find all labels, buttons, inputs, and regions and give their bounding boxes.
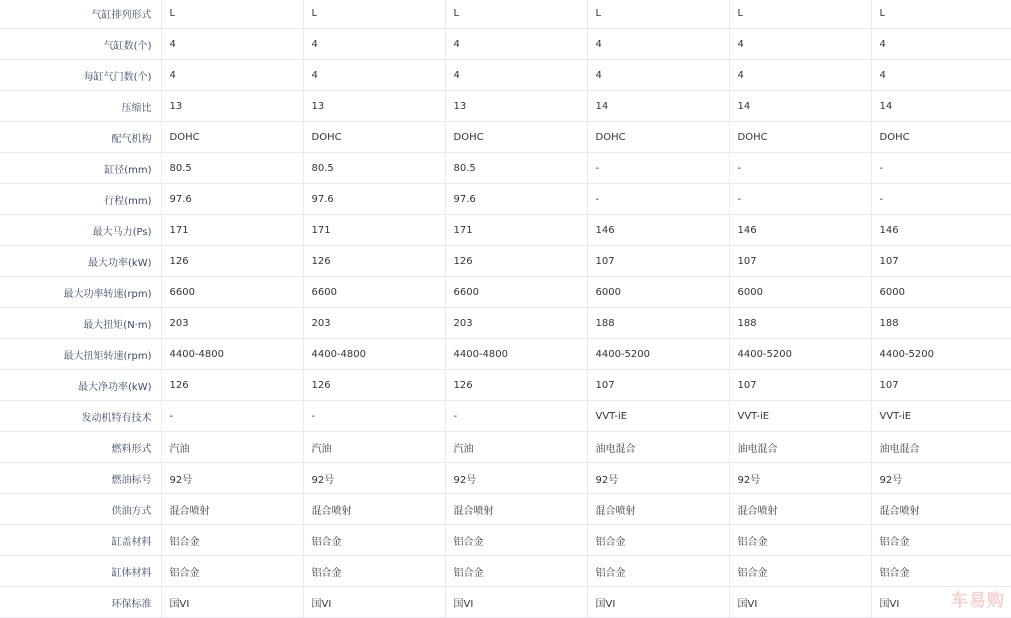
spec-value: 铝合金	[303, 556, 445, 587]
spec-value: 92号	[729, 463, 871, 494]
spec-label: 供油方式	[0, 494, 161, 525]
spec-value: 汽油	[445, 432, 587, 463]
spec-value: 80.5	[161, 153, 303, 184]
spec-value: 171	[445, 215, 587, 246]
spec-value: 4	[161, 29, 303, 60]
spec-value: 188	[587, 308, 729, 339]
spec-label: 每缸气门数(个)	[0, 60, 161, 91]
spec-value: 铝合金	[871, 556, 1011, 587]
spec-value: 铝合金	[303, 525, 445, 556]
spec-value: 4	[445, 29, 587, 60]
spec-value: 国VI	[871, 587, 1011, 618]
spec-label: 最大扭矩转速(rpm)	[0, 339, 161, 370]
spec-value: 混合喷射	[445, 494, 587, 525]
spec-value: -	[445, 401, 587, 432]
spec-value: 4400-4800	[303, 339, 445, 370]
spec-label: 气缸数(个)	[0, 29, 161, 60]
spec-value: 混合喷射	[871, 494, 1011, 525]
spec-row	[0, 122, 1011, 153]
spec-value: VVT-iE	[729, 401, 871, 432]
spec-value: 171	[303, 215, 445, 246]
spec-value: DOHC	[871, 122, 1011, 153]
spec-value: 203	[445, 308, 587, 339]
spec-label: 缸体材料	[0, 556, 161, 587]
spec-value: 油电混合	[871, 432, 1011, 463]
spec-row	[0, 246, 1011, 277]
spec-value: 92号	[161, 463, 303, 494]
spec-value: 4	[303, 60, 445, 91]
spec-row	[0, 0, 1011, 29]
spec-row	[0, 339, 1011, 370]
spec-row	[0, 29, 1011, 60]
spec-row	[0, 556, 1011, 587]
spec-value: VVT-iE	[587, 401, 729, 432]
spec-value: 126	[161, 246, 303, 277]
spec-label: 燃料形式	[0, 432, 161, 463]
spec-value: 4	[587, 29, 729, 60]
spec-row	[0, 432, 1011, 463]
spec-value: 4400-5200	[729, 339, 871, 370]
spec-value: 铝合金	[587, 525, 729, 556]
spec-label: 最大功率(kW)	[0, 246, 161, 277]
spec-value: 14	[871, 91, 1011, 122]
spec-row	[0, 370, 1011, 401]
spec-label: 气缸排列形式	[0, 0, 161, 29]
spec-value: L	[161, 0, 303, 29]
spec-value: 4400-4800	[161, 339, 303, 370]
spec-value: L	[587, 0, 729, 29]
spec-value: 4	[587, 60, 729, 91]
spec-value: 107	[587, 370, 729, 401]
spec-row	[0, 401, 1011, 432]
spec-value: 4	[729, 60, 871, 91]
spec-row	[0, 494, 1011, 525]
spec-row	[0, 184, 1011, 215]
spec-value: 铝合金	[587, 556, 729, 587]
spec-value: 6600	[445, 277, 587, 308]
spec-value: 92号	[303, 463, 445, 494]
spec-value: L	[445, 0, 587, 29]
spec-value: 4	[161, 60, 303, 91]
spec-label: 行程(mm)	[0, 184, 161, 215]
spec-value: DOHC	[729, 122, 871, 153]
spec-value: 4	[445, 60, 587, 91]
spec-value: -	[729, 184, 871, 215]
spec-row	[0, 277, 1011, 308]
brand-watermark: 车易购	[951, 591, 1005, 611]
spec-value: 126	[161, 370, 303, 401]
spec-value: 国VI	[445, 587, 587, 618]
spec-value: 92号	[445, 463, 587, 494]
spec-value: 146	[871, 215, 1011, 246]
spec-label: 缸盖材料	[0, 525, 161, 556]
spec-value: 126	[303, 370, 445, 401]
spec-value: 4400-5200	[587, 339, 729, 370]
spec-label: 缸径(mm)	[0, 153, 161, 184]
spec-value: 国VI	[587, 587, 729, 618]
spec-value: 146	[729, 215, 871, 246]
spec-value: 油电混合	[729, 432, 871, 463]
spec-value: -	[161, 401, 303, 432]
spec-value: 铝合金	[871, 525, 1011, 556]
spec-row	[0, 60, 1011, 91]
spec-value: 126	[303, 246, 445, 277]
spec-value: 铝合金	[729, 556, 871, 587]
spec-value: DOHC	[303, 122, 445, 153]
spec-value: 188	[729, 308, 871, 339]
spec-value: 汽油	[161, 432, 303, 463]
spec-value: 国VI	[729, 587, 871, 618]
spec-value: 146	[587, 215, 729, 246]
spec-value: 14	[729, 91, 871, 122]
spec-row	[0, 463, 1011, 494]
spec-value: L	[729, 0, 871, 29]
spec-value: 汽油	[303, 432, 445, 463]
spec-value: 4	[871, 29, 1011, 60]
spec-value: 97.6	[445, 184, 587, 215]
spec-value: VVT-iE	[871, 401, 1011, 432]
spec-value: 171	[161, 215, 303, 246]
spec-label: 最大功率转速(rpm)	[0, 277, 161, 308]
spec-value: 6000	[587, 277, 729, 308]
spec-value: 4400-5200	[871, 339, 1011, 370]
spec-value: 97.6	[303, 184, 445, 215]
spec-value: 80.5	[445, 153, 587, 184]
spec-value: 97.6	[161, 184, 303, 215]
spec-value: L	[303, 0, 445, 29]
spec-value: 4400-4800	[445, 339, 587, 370]
spec-value: 107	[587, 246, 729, 277]
spec-label: 发动机特有技术	[0, 401, 161, 432]
spec-row	[0, 91, 1011, 122]
spec-value: 13	[161, 91, 303, 122]
spec-value: 4	[303, 29, 445, 60]
spec-value: 4	[729, 29, 871, 60]
spec-value: -	[871, 153, 1011, 184]
spec-row	[0, 153, 1011, 184]
spec-label: 环保标准	[0, 587, 161, 618]
spec-value: -	[729, 153, 871, 184]
spec-value: 107	[871, 246, 1011, 277]
spec-value: DOHC	[161, 122, 303, 153]
spec-label: 燃油标号	[0, 463, 161, 494]
spec-value: 107	[871, 370, 1011, 401]
spec-value: 107	[729, 246, 871, 277]
spec-value: 6600	[303, 277, 445, 308]
spec-value: 107	[729, 370, 871, 401]
spec-value: 126	[445, 370, 587, 401]
spec-value: -	[587, 184, 729, 215]
spec-label: 压缩比	[0, 91, 161, 122]
spec-value: 铝合金	[729, 525, 871, 556]
spec-row	[0, 215, 1011, 246]
spec-value: 14	[587, 91, 729, 122]
spec-value: 80.5	[303, 153, 445, 184]
spec-row	[0, 525, 1011, 556]
spec-value: 混合喷射	[587, 494, 729, 525]
spec-value: 6600	[161, 277, 303, 308]
spec-value: 92号	[587, 463, 729, 494]
spec-value: 6000	[729, 277, 871, 308]
spec-value: 13	[303, 91, 445, 122]
spec-value: 混合喷射	[303, 494, 445, 525]
spec-value: L	[871, 0, 1011, 29]
spec-value: DOHC	[445, 122, 587, 153]
spec-value: 126	[445, 246, 587, 277]
spec-label: 最大扭矩(N·m)	[0, 308, 161, 339]
spec-value: 国VI	[161, 587, 303, 618]
spec-row	[0, 587, 1011, 618]
spec-label: 最大马力(Ps)	[0, 215, 161, 246]
spec-value: -	[871, 184, 1011, 215]
spec-value: 6000	[871, 277, 1011, 308]
spec-row	[0, 308, 1011, 339]
spec-value: 铝合金	[445, 556, 587, 587]
spec-value: 国VI	[303, 587, 445, 618]
spec-label: 最大净功率(kW)	[0, 370, 161, 401]
spec-value: 92号	[871, 463, 1011, 494]
spec-value: 铝合金	[161, 525, 303, 556]
spec-value: 铝合金	[161, 556, 303, 587]
spec-value: DOHC	[587, 122, 729, 153]
spec-value: -	[587, 153, 729, 184]
spec-value: 混合喷射	[161, 494, 303, 525]
spec-value: 203	[161, 308, 303, 339]
spec-value: 4	[871, 60, 1011, 91]
spec-value: 混合喷射	[729, 494, 871, 525]
spec-value: 13	[445, 91, 587, 122]
spec-label: 配气机构	[0, 122, 161, 153]
spec-value: -	[303, 401, 445, 432]
spec-value: 203	[303, 308, 445, 339]
spec-value: 铝合金	[445, 525, 587, 556]
spec-value: 油电混合	[587, 432, 729, 463]
spec-value: 188	[871, 308, 1011, 339]
